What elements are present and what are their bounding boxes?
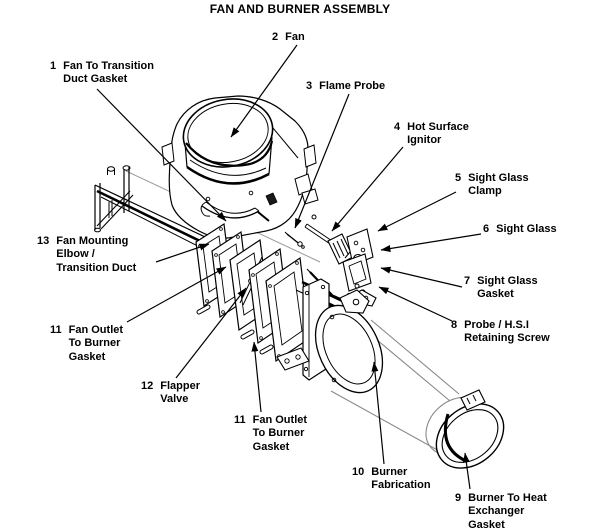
flame-probe-drawing — [285, 232, 304, 248]
part-label-10: 10 Burner Fabrication — [352, 466, 431, 492]
part-label-4: 4 Hot Surface Ignitor — [394, 121, 469, 147]
part-label-3: 3 Flame Probe — [306, 80, 386, 92]
part-label-11-left: 11 Fan Outlet To Burner Gasket — [50, 324, 124, 363]
gasket-ring-drawing — [424, 390, 517, 481]
fan-drawing — [162, 92, 318, 239]
part-label-9: 9 Burner To Heat Exchanger Gasket — [455, 492, 547, 531]
part-label-1: 1 Fan To Transition Duct Gasket — [50, 60, 154, 86]
part-label-2: 2 Fan — [272, 31, 305, 43]
fan-ear-right — [304, 145, 316, 167]
part-label-13: 13 Fan Mounting Elbow / Transition Duct — [37, 235, 137, 274]
part-label-5: 5 Sight Glass Clamp — [455, 172, 529, 198]
leader-line-4 — [332, 147, 403, 231]
part-label-11-center: 11 Fan Outlet To Burner Gasket — [234, 414, 308, 453]
diagram-title: FAN AND BURNER ASSEMBLY — [209, 2, 391, 16]
part-label-8: 8 Probe / H.S.I Retaining Screw — [451, 319, 550, 345]
part-label-12: 12 Flapper Valve — [141, 380, 200, 406]
part-label-6: 6 Sight Glass — [483, 223, 557, 235]
leader-line-6 — [381, 234, 481, 250]
part-label-7: 7 Sight Glass Gasket — [464, 275, 538, 301]
leader-line-5 — [378, 192, 456, 231]
screw — [312, 215, 316, 219]
leader-line-7 — [381, 268, 462, 287]
leader-line-8 — [379, 287, 452, 321]
